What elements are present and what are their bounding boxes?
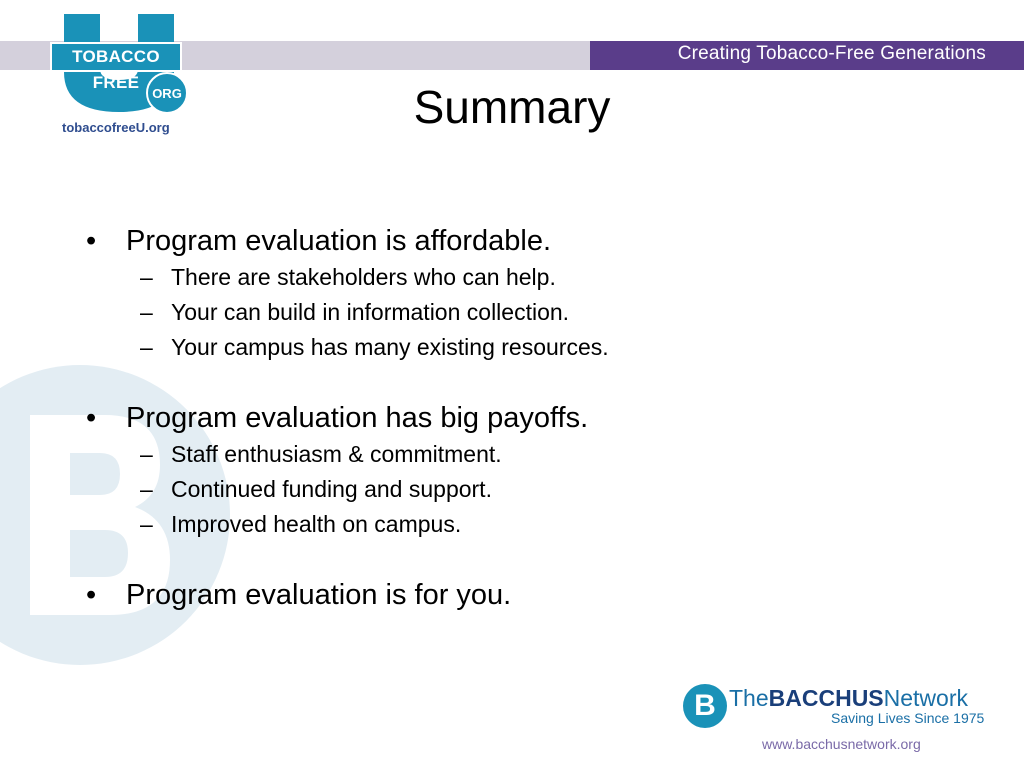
bacchus-name-bold: BACCHUS bbox=[768, 685, 884, 711]
dash-icon: – bbox=[140, 264, 153, 290]
tobacco-free-u-url: tobaccofreeU.org bbox=[62, 120, 170, 135]
bullet-dot-icon: • bbox=[86, 578, 97, 611]
dash-icon: – bbox=[140, 299, 153, 325]
sub-bullet-item bbox=[86, 295, 906, 330]
sub-bullet-item bbox=[86, 330, 906, 365]
bacchus-b-icon: B bbox=[683, 684, 727, 728]
sub-bullet-text: Your campus has many existing resources. bbox=[171, 334, 609, 360]
sub-bullet-item bbox=[86, 507, 906, 542]
bullet-item bbox=[86, 576, 906, 614]
bullet-text: Program evaluation has big payoffs. bbox=[126, 401, 589, 434]
sub-bullet-text: Staff enthusiasm & commitment. bbox=[171, 441, 502, 467]
sub-bullet-text: There are stakeholders who can help. bbox=[171, 264, 556, 290]
dash-icon: – bbox=[140, 476, 153, 502]
dash-icon: – bbox=[140, 441, 153, 467]
sub-bullet-text: Your can build in information collection. bbox=[171, 299, 570, 325]
org-badge: ORG bbox=[146, 72, 188, 114]
sub-bullet-item bbox=[86, 472, 906, 507]
bacchus-name-prefix: The bbox=[729, 685, 769, 711]
sub-bullet-text: Continued funding and support. bbox=[171, 476, 492, 502]
header-tagline: Creating Tobacco-Free Generations bbox=[677, 43, 986, 64]
bullet-dot-icon: • bbox=[86, 224, 97, 257]
sub-bullet-item bbox=[86, 260, 906, 295]
sub-bullet-item bbox=[86, 437, 906, 472]
bullet-text: Program evaluation is affordable. bbox=[126, 224, 552, 257]
bullet-text: Program evaluation is for you. bbox=[126, 578, 512, 611]
sub-bullet-text: Improved health on campus. bbox=[171, 511, 462, 537]
bacchus-name-suffix: Network bbox=[883, 685, 968, 711]
dash-icon: – bbox=[140, 511, 153, 537]
dash-icon: – bbox=[140, 334, 153, 360]
slide-title: Summary bbox=[413, 81, 611, 133]
bacchus-name bbox=[729, 685, 968, 712]
bullet-dot-icon: • bbox=[86, 401, 97, 434]
bullet-item bbox=[86, 399, 906, 437]
bacchus-tagline: Saving Lives Since 1975 bbox=[831, 710, 985, 726]
bullet-list bbox=[86, 222, 906, 614]
tobacco-free-label: TOBACCO FREE bbox=[50, 42, 182, 72]
bullet-item bbox=[86, 222, 906, 260]
bacchus-url: www.bacchusnetwork.org bbox=[762, 736, 921, 752]
